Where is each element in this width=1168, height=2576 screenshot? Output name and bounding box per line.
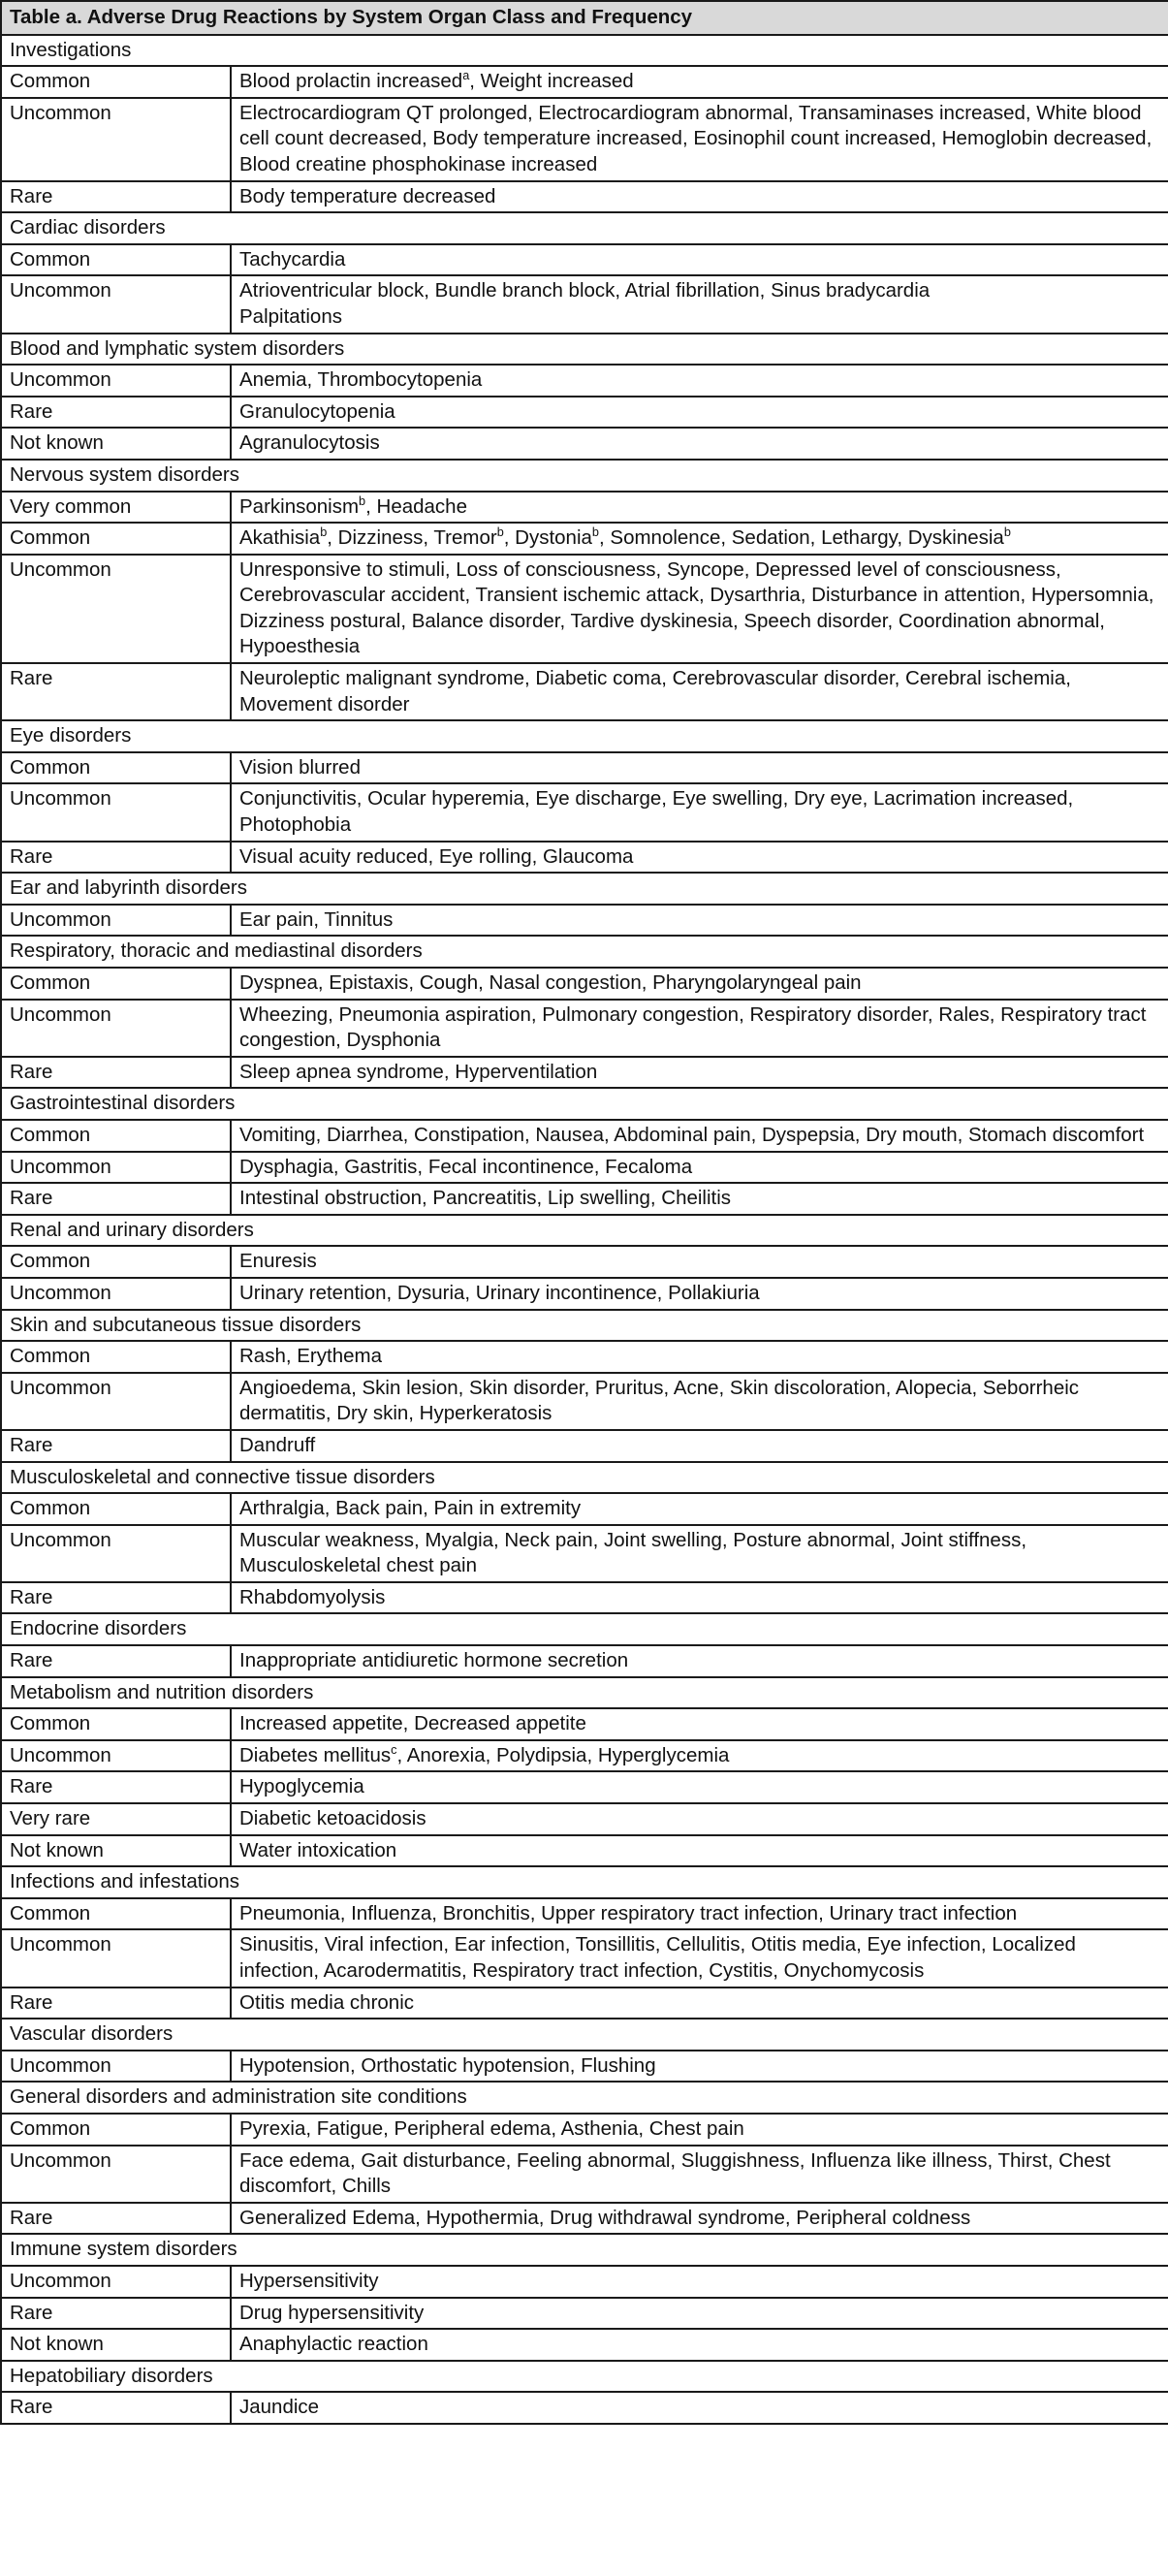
- frequency-cell: Uncommon: [1, 2051, 231, 2083]
- frequency-cell: Uncommon: [1, 555, 231, 663]
- reaction-row: [1, 1835, 1168, 1867]
- frequency-cell: Common: [1, 244, 231, 276]
- reactions-cell: Rash, Erythema: [231, 1341, 1168, 1373]
- frequency-cell: Common: [1, 1898, 231, 1930]
- reactions-cell: Unresponsive to stimuli, Loss of consciousness, Syncope, Depressed level of consciousness, Cerebrovascular accident, Transient ischemic attack, Dysarthria, Disturbance in attention, Hypersomnia, Dizziness postural, Balance disorder, Tardive dyskinesia, Speech disorder, Coordination abnormal, Hypoesthesia: [231, 555, 1168, 663]
- reactions-cell: Pneumonia, Influenza, Bronchitis, Upper respiratory tract infection, Urinary tract infection: [231, 1898, 1168, 1930]
- frequency-cell: Uncommon: [1, 98, 231, 181]
- frequency-cell: Rare: [1, 663, 231, 720]
- reactions-cell: Ear pain, Tinnitus: [231, 905, 1168, 937]
- table-title-row: [1, 1, 1168, 35]
- reaction-row: [1, 1929, 1168, 1987]
- reaction-row: [1, 98, 1168, 181]
- frequency-cell: Common: [1, 752, 231, 784]
- category-label: Investigations: [1, 35, 1168, 67]
- reaction-row: [1, 1341, 1168, 1373]
- reaction-row: [1, 1493, 1168, 1525]
- frequency-cell: Uncommon: [1, 1000, 231, 1057]
- reaction-row: [1, 783, 1168, 841]
- reaction-row: [1, 663, 1168, 720]
- frequency-cell: Common: [1, 523, 231, 555]
- frequency-cell: Rare: [1, 1771, 231, 1803]
- category-row: [1, 2361, 1168, 2393]
- frequency-cell: Uncommon: [1, 1525, 231, 1582]
- reactions-cell: Diabetes mellitus$^c$, Anorexia, Polydipsia, Hyperglycemia: [231, 1740, 1168, 1772]
- frequency-cell: Rare: [1, 181, 231, 213]
- category-row: [1, 334, 1168, 366]
- reactions-cell: Hypoglycemia: [231, 1771, 1168, 1803]
- category-label: Hepatobiliary disorders: [1, 2361, 1168, 2393]
- reaction-row: [1, 752, 1168, 784]
- reactions-cell: Hypersensitivity: [231, 2266, 1168, 2298]
- reaction-row: [1, 1988, 1168, 2019]
- reaction-row: [1, 275, 1168, 333]
- category-label: Immune system disorders: [1, 2234, 1168, 2266]
- reactions-cell: Pyrexia, Fatigue, Peripheral edema, Asthenia, Chest pain: [231, 2114, 1168, 2146]
- frequency-cell: Uncommon: [1, 1278, 231, 1310]
- reactions-cell: Dysphagia, Gastritis, Fecal incontinence, Fecaloma: [231, 1152, 1168, 1184]
- frequency-cell: Rare: [1, 1645, 231, 1677]
- category-row: [1, 2082, 1168, 2114]
- reactions-cell: Otitis media chronic: [231, 1988, 1168, 2019]
- reaction-row: [1, 523, 1168, 555]
- table-title: Table a. Adverse Drug Reactions by System Organ Class and Frequency: [1, 1, 1168, 35]
- frequency-cell: Rare: [1, 1183, 231, 1215]
- reactions-cell: Conjunctivitis, Ocular hyperemia, Eye discharge, Eye swelling, Dry eye, Lacrimation increased, Photophobia: [231, 783, 1168, 841]
- category-label: Ear and labyrinth disorders: [1, 873, 1168, 905]
- reactions-cell: Parkinsonism$^b$, Headache: [231, 492, 1168, 524]
- reactions-cell: Sinusitis, Viral infection, Ear infection, Tonsillitis, Cellulitis, Otitis media, Eye infection, Localized infection, Acarodermatitis, Respiratory tract infection, Cystitis, Onychomycosis: [231, 1929, 1168, 1987]
- category-row: [1, 1310, 1168, 1342]
- reactions-cell: Agranulocytosis: [231, 428, 1168, 460]
- reaction-row: [1, 1152, 1168, 1184]
- frequency-cell: Rare: [1, 1430, 231, 1462]
- category-label: Skin and subcutaneous tissue disorders: [1, 1310, 1168, 1342]
- reaction-row: [1, 1740, 1168, 1772]
- reaction-row: [1, 2051, 1168, 2083]
- category-label: Blood and lymphatic system disorders: [1, 334, 1168, 366]
- frequency-cell: Uncommon: [1, 905, 231, 937]
- reaction-row: [1, 1183, 1168, 1215]
- reaction-row: [1, 968, 1168, 1000]
- category-label: General disorders and administration site conditions: [1, 2082, 1168, 2114]
- reactions-cell: Angioedema, Skin lesion, Skin disorder, Pruritus, Acne, Skin discoloration, Alopecia, Seborrheic dermatitis, Dry skin, Hyperkeratosis: [231, 1373, 1168, 1430]
- reactions-cell: Body temperature decreased: [231, 181, 1168, 213]
- reactions-cell: Akathisia$^b$, Dizziness, Tremor$^b$, Dystonia$^b$, Somnolence, Sedation, Lethargy, Dyskinesia$^b$: [231, 523, 1168, 555]
- frequency-cell: Not known: [1, 428, 231, 460]
- category-row: [1, 212, 1168, 244]
- reaction-row: [1, 842, 1168, 874]
- reactions-cell: Drug hypersensitivity: [231, 2298, 1168, 2330]
- reaction-row: [1, 1246, 1168, 1278]
- reaction-row: [1, 1000, 1168, 1057]
- reaction-row: [1, 1278, 1168, 1310]
- reactions-cell: Electrocardiogram QT prolonged, Electrocardiogram abnormal, Transaminases increased, White blood cell count decreased, Body temperature increased, Eosinophil count increased, Hemoglobin decreased, Blood creatine phosphokinase increased: [231, 98, 1168, 181]
- frequency-cell: Uncommon: [1, 365, 231, 397]
- reactions-cell: Atrioventricular block, Bundle branch block, Atrial fibrillation, Sinus bradycardia Palpitations: [231, 275, 1168, 333]
- reactions-cell: Wheezing, Pneumonia aspiration, Pulmonary congestion, Respiratory disorder, Rales, Respiratory tract congestion, Dysphonia: [231, 1000, 1168, 1057]
- category-label: Gastrointestinal disorders: [1, 1088, 1168, 1120]
- reaction-row: [1, 2146, 1168, 2203]
- reaction-row: [1, 1582, 1168, 1614]
- reaction-row: [1, 1430, 1168, 1462]
- reaction-row: [1, 1525, 1168, 1582]
- reactions-cell: Dyspnea, Epistaxis, Cough, Nasal congestion, Pharyngolaryngeal pain: [231, 968, 1168, 1000]
- category-row: [1, 1866, 1168, 1898]
- category-label: Infections and infestations: [1, 1866, 1168, 1898]
- category-row: [1, 873, 1168, 905]
- reaction-row: [1, 1373, 1168, 1430]
- category-label: Respiratory, thoracic and mediastinal disorders: [1, 936, 1168, 968]
- reaction-row: [1, 2392, 1168, 2424]
- reaction-row: [1, 2298, 1168, 2330]
- reaction-row: [1, 1057, 1168, 1089]
- category-label: Musculoskeletal and connective tissue disorders: [1, 1462, 1168, 1494]
- frequency-cell: Uncommon: [1, 1373, 231, 1430]
- reactions-cell: Generalized Edema, Hypothermia, Drug withdrawal syndrome, Peripheral coldness: [231, 2203, 1168, 2235]
- reactions-cell: Anaphylactic reaction: [231, 2329, 1168, 2361]
- reactions-cell: Water intoxication: [231, 1835, 1168, 1867]
- reaction-row: [1, 492, 1168, 524]
- category-label: Nervous system disorders: [1, 460, 1168, 492]
- category-row: [1, 1215, 1168, 1247]
- frequency-cell: Uncommon: [1, 2266, 231, 2298]
- frequency-cell: Very common: [1, 492, 231, 524]
- reactions-cell: Blood prolactin increased$^a$, Weight increased: [231, 66, 1168, 98]
- reactions-cell: Granulocytopenia: [231, 397, 1168, 429]
- frequency-cell: Rare: [1, 2298, 231, 2330]
- reaction-row: [1, 66, 1168, 98]
- frequency-cell: Common: [1, 2114, 231, 2146]
- category-row: [1, 1088, 1168, 1120]
- frequency-cell: Uncommon: [1, 1152, 231, 1184]
- reaction-row: [1, 1771, 1168, 1803]
- category-row: [1, 720, 1168, 752]
- reaction-row: [1, 555, 1168, 663]
- category-label: Endocrine disorders: [1, 1613, 1168, 1645]
- reaction-row: [1, 365, 1168, 397]
- frequency-cell: Very rare: [1, 1803, 231, 1835]
- reactions-cell: Vomiting, Diarrhea, Constipation, Nausea, Abdominal pain, Dyspepsia, Dry mouth, Stomach discomfort: [231, 1120, 1168, 1152]
- frequency-cell: Common: [1, 1708, 231, 1740]
- frequency-cell: Rare: [1, 1582, 231, 1614]
- reaction-row: [1, 2114, 1168, 2146]
- frequency-cell: Common: [1, 1246, 231, 1278]
- reactions-cell: Vision blurred: [231, 752, 1168, 784]
- reactions-cell: Neuroleptic malignant syndrome, Diabetic coma, Cerebrovascular disorder, Cerebral ischemia, Movement disorder: [231, 663, 1168, 720]
- category-label: Renal and urinary disorders: [1, 1215, 1168, 1247]
- frequency-cell: Rare: [1, 2392, 231, 2424]
- frequency-cell: Uncommon: [1, 275, 231, 333]
- reaction-row: [1, 2329, 1168, 2361]
- frequency-cell: Uncommon: [1, 2146, 231, 2203]
- category-label: Vascular disorders: [1, 2019, 1168, 2051]
- reaction-row: [1, 1645, 1168, 1677]
- frequency-cell: Common: [1, 968, 231, 1000]
- reactions-cell: Muscular weakness, Myalgia, Neck pain, Joint swelling, Posture abnormal, Joint stiffness, Musculoskeletal chest pain: [231, 1525, 1168, 1582]
- table-body: [1, 35, 1168, 2424]
- reaction-row: [1, 1120, 1168, 1152]
- category-label: Metabolism and nutrition disorders: [1, 1677, 1168, 1709]
- reaction-row: [1, 428, 1168, 460]
- category-row: [1, 2234, 1168, 2266]
- frequency-cell: Common: [1, 1120, 231, 1152]
- frequency-cell: Uncommon: [1, 1929, 231, 1987]
- reactions-cell: Rhabdomyolysis: [231, 1582, 1168, 1614]
- reactions-cell: Inappropriate antidiuretic hormone secretion: [231, 1645, 1168, 1677]
- reaction-row: [1, 244, 1168, 276]
- reactions-cell: Jaundice: [231, 2392, 1168, 2424]
- category-row: [1, 35, 1168, 67]
- reactions-cell: Sleep apnea syndrome, Hyperventilation: [231, 1057, 1168, 1089]
- category-row: [1, 2019, 1168, 2051]
- reaction-row: [1, 1708, 1168, 1740]
- frequency-cell: Rare: [1, 2203, 231, 2235]
- reaction-row: [1, 181, 1168, 213]
- frequency-cell: Uncommon: [1, 1740, 231, 1772]
- reaction-row: [1, 1898, 1168, 1930]
- frequency-cell: Common: [1, 1493, 231, 1525]
- reactions-cell: Diabetic ketoacidosis: [231, 1803, 1168, 1835]
- frequency-cell: Not known: [1, 2329, 231, 2361]
- category-row: [1, 1677, 1168, 1709]
- reactions-cell: Enuresis: [231, 1246, 1168, 1278]
- category-row: [1, 1613, 1168, 1645]
- category-row: [1, 1462, 1168, 1494]
- frequency-cell: Rare: [1, 397, 231, 429]
- frequency-cell: Rare: [1, 1057, 231, 1089]
- category-label: Cardiac disorders: [1, 212, 1168, 244]
- reactions-cell: Tachycardia: [231, 244, 1168, 276]
- reaction-row: [1, 397, 1168, 429]
- category-label: Eye disorders: [1, 720, 1168, 752]
- frequency-cell: Uncommon: [1, 783, 231, 841]
- frequency-cell: Rare: [1, 1988, 231, 2019]
- reaction-row: [1, 2266, 1168, 2298]
- reactions-cell: Visual acuity reduced, Eye rolling, Glaucoma: [231, 842, 1168, 874]
- reactions-cell: Dandruff: [231, 1430, 1168, 1462]
- frequency-cell: Common: [1, 66, 231, 98]
- frequency-cell: Common: [1, 1341, 231, 1373]
- category-row: [1, 936, 1168, 968]
- reactions-cell: Increased appetite, Decreased appetite: [231, 1708, 1168, 1740]
- reactions-cell: Face edema, Gait disturbance, Feeling abnormal, Sluggishness, Influenza like illness, Thirst, Chest discomfort, Chills: [231, 2146, 1168, 2203]
- reaction-row: [1, 2203, 1168, 2235]
- reaction-row: [1, 905, 1168, 937]
- reactions-cell: Anemia, Thrombocytopenia: [231, 365, 1168, 397]
- reactions-cell: Hypotension, Orthostatic hypotension, Flushing: [231, 2051, 1168, 2083]
- reactions-cell: Arthralgia, Back pain, Pain in extremity: [231, 1493, 1168, 1525]
- category-row: [1, 460, 1168, 492]
- frequency-cell: Not known: [1, 1835, 231, 1867]
- reactions-cell: Urinary retention, Dysuria, Urinary incontinence, Pollakiuria: [231, 1278, 1168, 1310]
- reaction-row: [1, 1803, 1168, 1835]
- frequency-cell: Rare: [1, 842, 231, 874]
- reactions-cell: Intestinal obstruction, Pancreatitis, Lip swelling, Cheilitis: [231, 1183, 1168, 1215]
